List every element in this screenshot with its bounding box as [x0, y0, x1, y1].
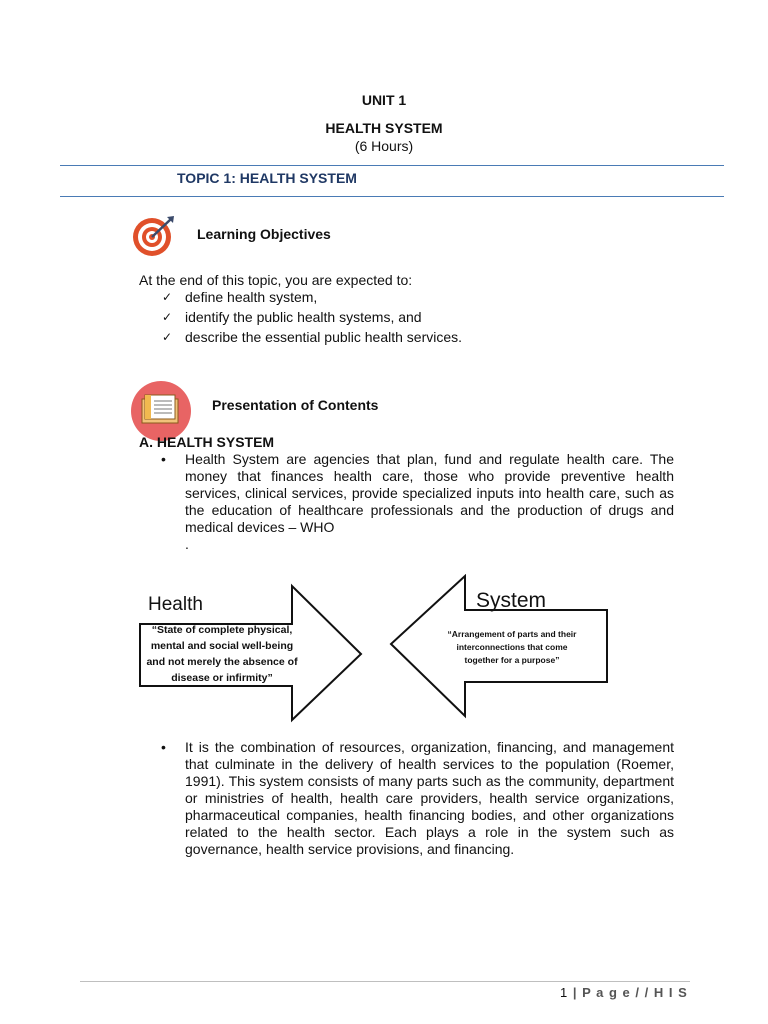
learning-objectives-heading: Learning Objectives: [197, 226, 331, 242]
check-icon: ✓: [162, 290, 173, 304]
paragraph-1-text: Health System are agencies that plan, fund and regulate health care. The money that finances health care, those who provide preventive health services, clinical services, provide specialized inputs into health care, such as the education of healthcare professionals and the production of drugs and medical devices – WHO: [185, 451, 674, 535]
duration-label: (6 Hours): [354, 138, 414, 154]
page-title: HEALTH SYSTEM: [325, 120, 443, 136]
health-definition-line-2: mental and social well-being: [150, 640, 294, 652]
book-icon: [130, 381, 192, 441]
target-icon: [131, 214, 177, 258]
paragraph-2-text: It is the combination of resources, organization, financing, and management that culminate in the delivery of health services to the population (Roemer, 1991). This system consists of many parts such as the community, department or ministries of health, health care providers, health service organizations, pharmaceutical companies, health financing bodies, and other organizations related to the health sector. Each plays a role in the system such as governance, health service provisions, and financing.: [185, 739, 674, 857]
topic-heading: TOPIC 1: HEALTH SYSTEM: [177, 170, 357, 186]
bullet-icon: •: [161, 739, 166, 755]
health-system-diagram: [136, 574, 612, 724]
check-icon: ✓: [162, 310, 173, 324]
health-label: Health: [148, 594, 203, 615]
section-a-heading: A. HEALTH SYSTEM: [139, 434, 275, 450]
system-label: System: [476, 589, 547, 612]
list-item: ✓ describe the essential public health services.: [162, 329, 462, 349]
list-item: ✓ identify the public health systems, and: [162, 309, 462, 329]
paragraph-1: [161, 451, 674, 553]
footer-label: | P a g e / / H I S: [572, 985, 688, 1000]
paragraph-1-tail: .: [185, 536, 189, 552]
objectives-list: [162, 289, 462, 349]
topic-top-rule: [60, 165, 724, 166]
system-definition-line-1: “Arrangement of parts and their: [447, 629, 577, 639]
presentation-heading: Presentation of Contents: [212, 397, 379, 413]
system-definition-line-2: interconnections that come: [456, 642, 568, 652]
list-item: ✓ define health system,: [162, 289, 462, 309]
system-definition-line-3: together for a purpose”: [464, 655, 560, 665]
unit-heading: UNIT 1: [361, 92, 407, 108]
page-number: 1: [560, 985, 569, 1000]
footer-rule: [80, 981, 690, 982]
topic-bottom-rule: [60, 196, 724, 197]
bullet-icon: •: [161, 451, 166, 467]
check-icon: ✓: [162, 330, 173, 344]
paragraph-2: [161, 739, 674, 858]
health-definition-line-3: and not merely the absence of: [146, 656, 298, 668]
health-definition-line-4: disease or infirmity”: [171, 672, 273, 684]
page-footer: [560, 985, 688, 1000]
objectives-intro: At the end of this topic, you are expected to:: [139, 272, 413, 288]
health-definition-line-1: “State of complete physical,: [151, 624, 293, 636]
